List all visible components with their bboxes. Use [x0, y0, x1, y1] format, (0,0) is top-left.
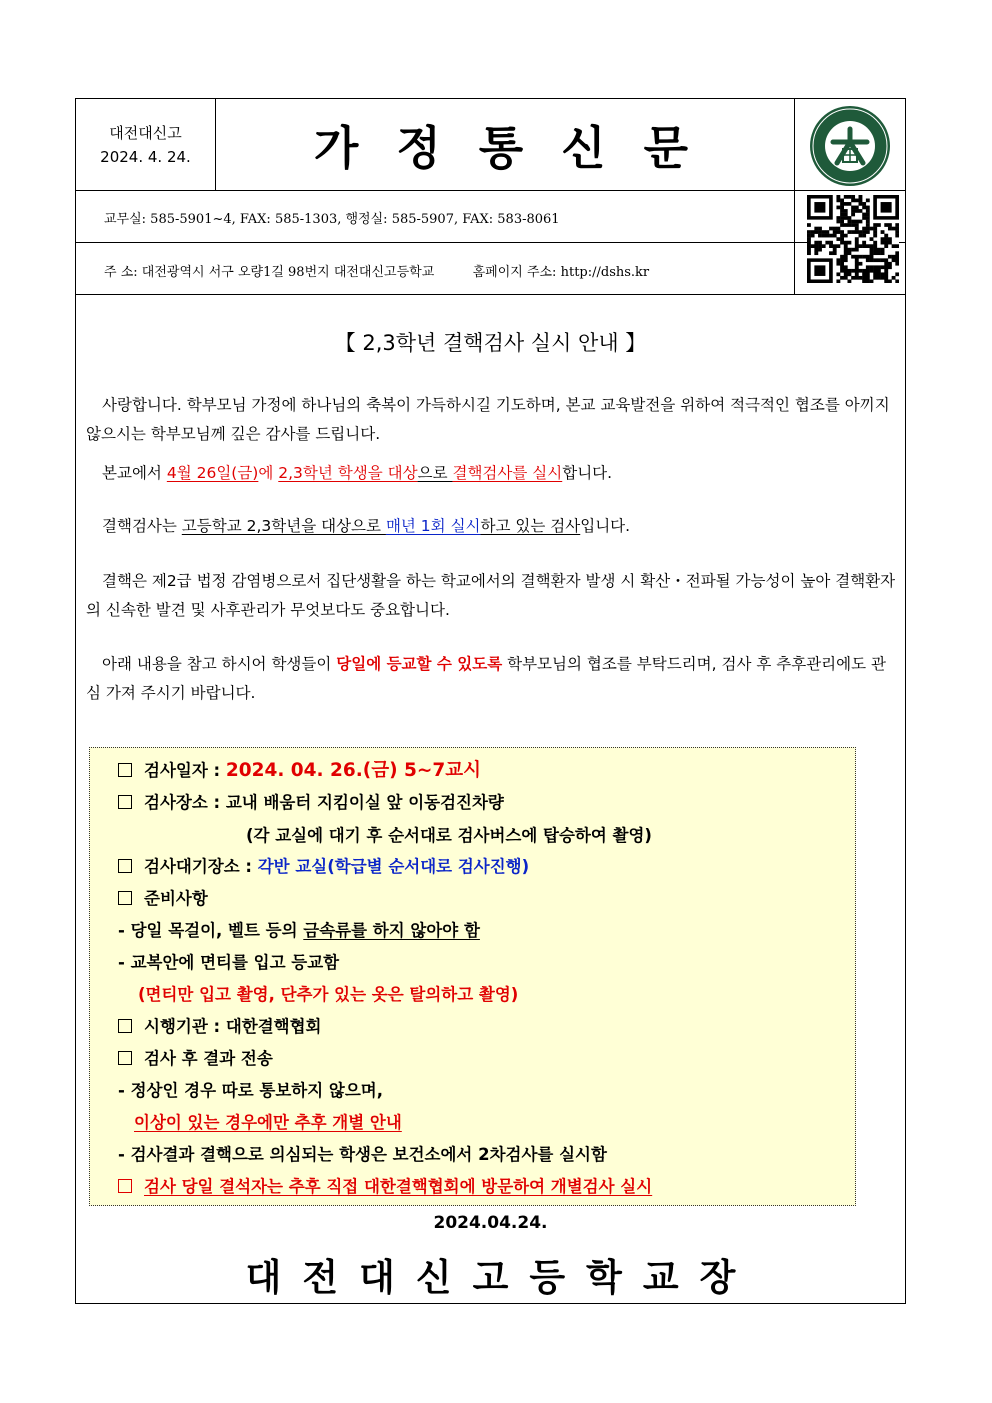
exam-place-item — [118, 789, 504, 813]
exam-highlight: 결핵검사를 실시 — [452, 464, 563, 482]
school-short-name: 대전대신고 — [109, 124, 182, 142]
address-label: 주 소: — [104, 265, 138, 280]
metal-warning: 금속류를 하지 않아야 함 — [303, 921, 480, 940]
address: 대전광역시 서구 오량1길 98번지 대전대신고등학교 — [141, 265, 435, 280]
document-title: 【 2,3학년 결핵검사 실시 안내 】 — [334, 331, 647, 355]
result-line: - 정상인 경우 따로 통보하지 않으며, — [118, 1081, 383, 1100]
contact-line: 교무실: 585-5901~4, FAX: 585-1303, 행정실: 585-5907, FAX: 583-8061 — [104, 212, 560, 227]
preparation-line: - 교복안에 면티를 입고 등교함 — [118, 953, 340, 972]
item-label: 검사장소 : 교내 배움터 지킴이실 앞 이동검진차량 — [144, 793, 504, 812]
waiting-place-item — [118, 853, 529, 877]
school-info-block — [76, 99, 215, 191]
notice-frame — [75, 98, 906, 1304]
request-paragraph — [86, 650, 896, 708]
info-paragraph — [86, 512, 896, 541]
text-run: 합니다. — [562, 464, 613, 482]
issue-date: 2024. 4. 24. — [100, 148, 191, 166]
text-run: 하고 있는 검사 — [480, 517, 581, 535]
text-run: 입니다. — [580, 517, 631, 535]
tb-info-paragraph: 결핵은 제2급 법정 감염병으로서 집단생활을 하는 학교에서의 결핵환자 발생 시 확산・전파될 가능성이 높아 결핵환자의 신속한 발견 및 사후관리가 무엇보다도 중요합니다. — [86, 572, 896, 619]
exam-info-box — [89, 747, 856, 1206]
notice-paragraph — [86, 459, 896, 488]
checkbox-icon — [118, 1019, 132, 1033]
checkbox-icon — [118, 891, 132, 905]
checkbox-icon — [118, 763, 132, 777]
exam-date-value: 2024. 04. 26.(금) 5~7교시 — [225, 760, 481, 781]
checkbox-icon — [118, 1179, 132, 1193]
preparation-item — [118, 885, 208, 909]
text-run: 결핵검사는 — [102, 517, 182, 535]
exam-place-note: (각 교실에 대기 후 순서대로 검사버스에 탑승하여 촬영) — [246, 826, 652, 845]
target-underline: 고등학교 2,3학년을 대상으로 — [181, 517, 386, 535]
target-highlight: 2,3학년 학생을 대상 — [278, 464, 418, 482]
item-label: 시행기관 : 대한결핵협회 — [144, 1017, 322, 1036]
text-run: - 당일 목걸이, 벨트 등의 — [118, 921, 304, 940]
preparation-note: (면티만 입고 촬영, 단추가 있는 옷은 탈의하고 촬영) — [138, 985, 519, 1004]
absent-notice — [118, 1173, 652, 1197]
checkbox-icon — [118, 859, 132, 873]
result-note: 이상이 있는 경우에만 추후 개별 안내 — [134, 1113, 402, 1132]
greeting-paragraph: 사랑합니다. 학부모님 가정에 하나님의 축복이 가득하시길 기도하며, 본교 교육발전을 위하여 적극적인 협조를 아끼지 않으시는 학부모님께 깊은 감사를 드립니다. — [86, 396, 890, 443]
text-run: 본교에서 — [102, 464, 167, 482]
result-line: - 검사결과 결핵으로 의심되는 학생은 보건소에서 2차검사를 실시함 — [118, 1145, 607, 1164]
text-run: 에 — [258, 464, 279, 482]
homepage-label: 홈페이지 주소: — [472, 265, 557, 280]
school-logo — [809, 105, 891, 187]
checkbox-icon — [118, 795, 132, 809]
result-item — [118, 1045, 273, 1069]
waiting-place-value: 각반 교실(학급별 순서대로 검사진행) — [257, 857, 530, 876]
item-label: 검사 당일 결석자는 추후 직접 대한결핵협회에 방문하여 개별검사 실시 — [144, 1177, 653, 1196]
homepage-link[interactable]: http://dshs.kr — [560, 265, 650, 280]
preparation-line — [118, 917, 480, 941]
exam-date-item — [118, 756, 481, 782]
qr-code-icon[interactable] — [807, 195, 899, 283]
attendance-highlight: 당일에 등교할 수 있도록 — [336, 655, 503, 673]
item-label: 검사 후 결과 전송 — [144, 1049, 273, 1068]
exam-date-highlight: 4월 26일(금) — [166, 464, 259, 482]
frequency-highlight: 매년 1회 실시 — [385, 517, 481, 535]
item-label: 준비사항 — [144, 889, 208, 908]
checkbox-icon — [118, 1051, 132, 1065]
text-run: 으로 — [417, 464, 453, 482]
item-label: 검사일자 : — [144, 761, 226, 780]
address-line — [104, 261, 649, 280]
principal-signature: 대전대신고등학교장 — [245, 1256, 757, 1299]
item-label: 검사대기장소 : — [144, 857, 258, 876]
text-run: 아래 내용을 참고 하시어 학생들이 — [102, 655, 337, 673]
page-title: 가정통신문 — [313, 121, 727, 175]
agency-item — [118, 1013, 321, 1037]
footer-date: 2024.04.24. — [433, 1213, 548, 1233]
text-run: 학부모님의 협조를 부탁드리며, 검사 후 추후관리에도 관심 가져 주시기 바랍니다. — [86, 655, 886, 702]
